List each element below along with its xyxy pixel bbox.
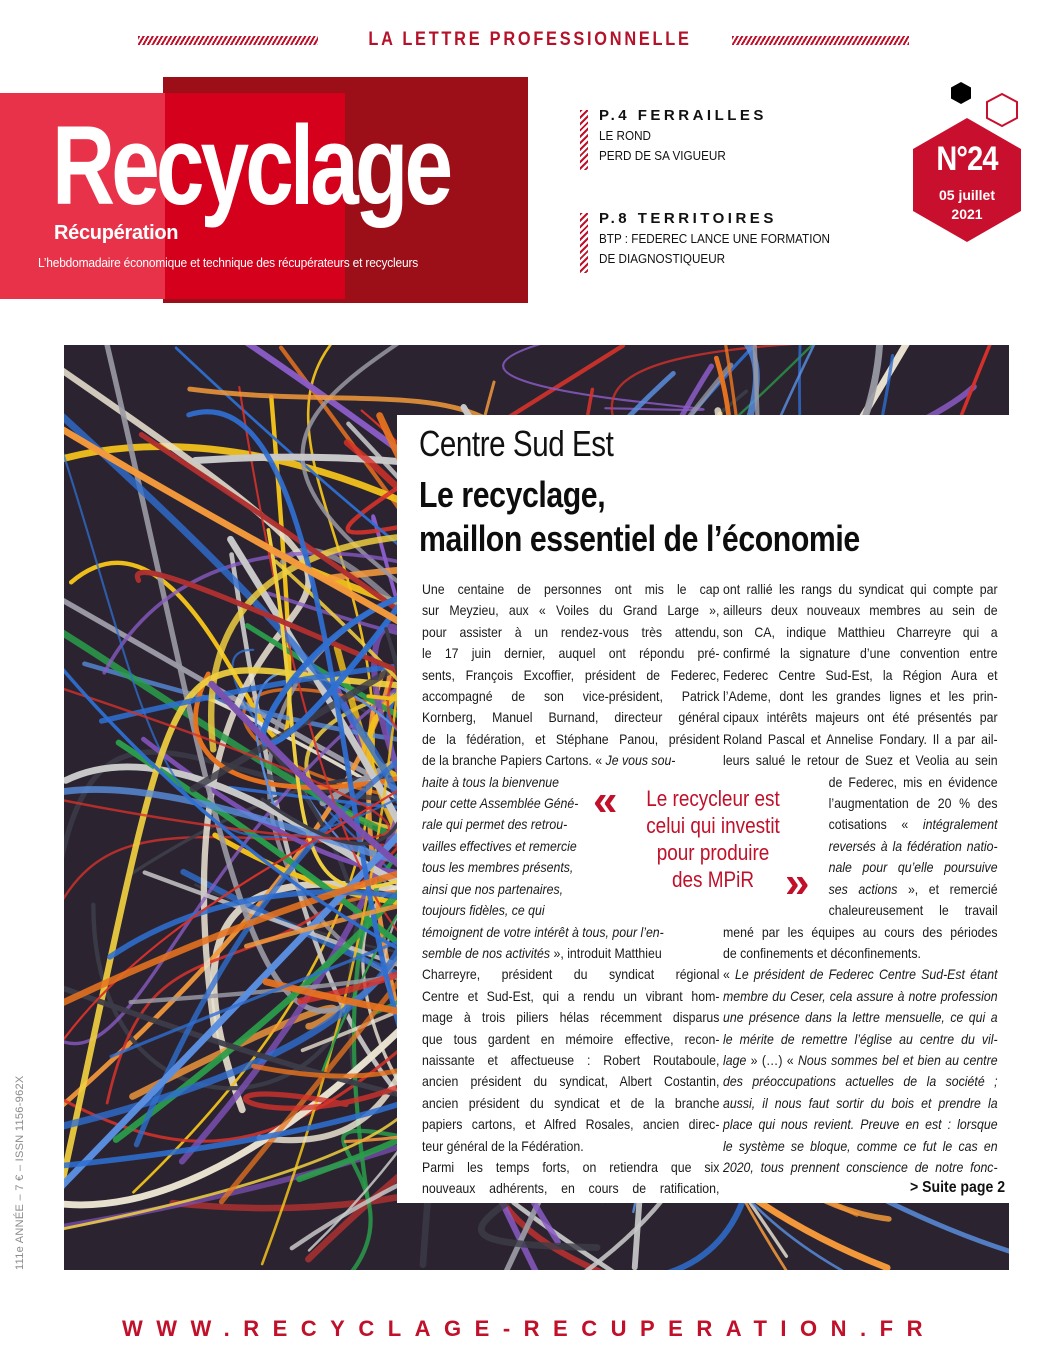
text-run: », introduit Matthieu [550, 944, 662, 961]
quote-close-mark: » [785, 858, 810, 907]
text-line: l’augmentation de 20 % des [828, 795, 998, 812]
text-line: ont rallié les rangs du syndicat qui compte par [723, 581, 998, 597]
text-line: ancien président du syndicat, Albert Costantin, [422, 1073, 720, 1090]
text-line: Roland Pascal et Annelise Fondary. Il a par ail- [723, 730, 998, 747]
text-line [422, 943, 719, 964]
text-line: cipaux intérêts majeurs ont été présentés par [723, 709, 998, 726]
text-line [723, 1050, 998, 1071]
text-line: papiers cartons, et Alfred Rosales, ancien direc- [422, 1116, 720, 1133]
text-line: de confinements et déconfinements. [723, 944, 921, 961]
text-run: « [723, 966, 736, 983]
text-line: de la fédération, et Stéphane Panou, président [422, 730, 720, 747]
text-line: Parmi les temps forts, on retiendra que six [422, 1158, 720, 1175]
teaser-line: LE ROND [599, 128, 652, 143]
text-line [829, 814, 998, 835]
text-line-italic: toujours fidèles, ce qui [422, 902, 545, 919]
quote-open-mark: « [593, 776, 618, 825]
text-line-italic: le système se bloque, comme ce fut le cas en [723, 1137, 998, 1154]
text-run-italic: intégralement [922, 816, 998, 833]
teaser-line: DE DIAGNOSTIQUEUR [599, 251, 726, 266]
text-line-italic: haite à tous la bienvenue [422, 773, 560, 790]
logo-tagline: L’hebdomadaire économique et technique des récupérateurs et recycleurs [38, 255, 419, 270]
text-line: naissante et affectueuse : Robert Routaboule, [422, 1051, 720, 1068]
continued-link[interactable]: > Suite page 2 [909, 1179, 1005, 1196]
text-line-italic: place qui nous revient. Preuve en est : lorsque [723, 1116, 998, 1133]
text-run-italic: semble de nos activités [422, 944, 551, 961]
text-line-italic: ainsi que nos partenaires, [422, 880, 564, 897]
pull-quote-line: Le recycleur est [646, 786, 780, 811]
banner-hatch-left [138, 36, 318, 45]
text-line-italic: reversés à la fédération natio- [828, 837, 998, 854]
text-line: teur général de la Fédération. [422, 1137, 584, 1154]
headline-line: Le recyclage, [419, 474, 606, 515]
teaser-hatch [580, 213, 588, 273]
logo-title: Recyclage [52, 103, 450, 228]
issue-date [913, 186, 1021, 224]
text-run: », et remercié [897, 880, 998, 897]
text-line-italic: le mérite de remettre l’église au centre du vil- [723, 1030, 998, 1047]
text-line: pour assister à un rendez-vous très attendu, [422, 623, 720, 640]
text-line-italic: membre du Ceser, cela assure à notre profession [723, 987, 998, 1004]
text-line: l’Ademe, dont les grandes lignes et les prin- [723, 688, 998, 705]
text-line: Charreyre, président du syndicat régional [422, 966, 720, 983]
pull-quote-line: celui qui investit [646, 813, 780, 838]
text-run-italic: ses actions [828, 880, 898, 897]
text-line-italic: 2020, tous prennent conscience de notre fonc- [723, 1158, 998, 1175]
teaser-heading: P.4 FERRAILLES [599, 107, 767, 124]
text-line: ailleurs deux nouveaux membres au sein de [723, 602, 998, 619]
text-line-italic: nale pour qu’elle poursuive [828, 859, 998, 876]
text-line-italic: des préoccupations actuelles de la société ; [723, 1073, 998, 1090]
text-line: Federec Centre Sud-Est, la Région Aura et [723, 666, 998, 683]
teaser-heading: P.8 TERRITOIRES [599, 210, 777, 227]
text-line: que tous gardent en mémoire effective, recon- [422, 1030, 720, 1047]
lead-article [397, 415, 1009, 1203]
text-line: mené par les équipes au cours des périodes [723, 923, 998, 940]
issue-date-year: 2021 [951, 206, 983, 222]
article-headline [419, 473, 860, 561]
text-line [422, 750, 719, 771]
text-line [723, 964, 998, 985]
text-line: son CA, indique Matthieu Charreyre qui a [723, 623, 998, 640]
pull-quote-line: des MPiR [671, 867, 754, 892]
text-line-italic: vailles effectives et remercie [422, 837, 577, 854]
issn-info: 111e ANNÉE – 7 € – ISSN 1156-962X [14, 1075, 26, 1270]
text-line: sur Meyzieu, aux « Voiles du Grand Large », [422, 602, 720, 619]
text-run-italic: Le président de Federec Centre Sud-Est étant [735, 966, 998, 983]
text-line-italic: une présence dans la lettre mensuelle, ce qui a [723, 1009, 998, 1026]
text-line: de Federec, mis en évidence [828, 773, 998, 790]
text-run: cotisations « [828, 816, 923, 833]
text-line: Centre et Sud-Est, qui a rendu un vibrant hom- [422, 987, 720, 1004]
teaser-hatch [580, 110, 588, 170]
website-url[interactable]: WWW.RECYCLAGE-RECUPERATION.FR [122, 1316, 936, 1341]
text-line: chaleureusement le travail [828, 902, 998, 919]
pull-quote-line: pour produire [656, 840, 770, 865]
issue-number: N°24 [936, 140, 998, 178]
text-line-italic: témoignent de votre intérêt à tous, pour l’en- [422, 923, 664, 940]
hexagon-black-icon [950, 82, 972, 104]
text-line-italic: aussi, il nous faut sortir du bois et prendre la [723, 1094, 998, 1111]
teaser-line: PERD DE SA VIGUEUR [599, 148, 726, 163]
logo-subtitle: Récupération [54, 222, 179, 244]
text-line [829, 879, 998, 900]
text-line: leurs salué le retour de Suez et Veolia au sein [723, 752, 998, 769]
text-line-italic: pour cette Assemblée Géné- [422, 795, 579, 812]
text-run-italic: lage [723, 1051, 747, 1068]
text-run-italic: Nous sommes bel et bien au centre [798, 1051, 998, 1068]
banner-hatch-right [732, 36, 909, 45]
headline-line: maillon essentiel de l’économie [419, 518, 860, 559]
pull-quote [644, 785, 782, 893]
text-line: sents, François Excoffier, président de Federec, [422, 666, 720, 683]
text-line: accompagné de son vice-président, Patrick [422, 688, 720, 705]
teaser-line: BTP : FEDEREC LANCE UNE FORMATION [599, 231, 831, 246]
text-line-italic: tous les membres présents, [422, 859, 574, 876]
article-kicker: Centre Sud Est [419, 423, 614, 464]
text-line: Une centaine de personnes ont mis le cap [422, 581, 720, 597]
text-line-italic: rale qui permet des retrou- [422, 816, 568, 833]
text-run: de la branche Papiers Cartons. « [422, 752, 606, 769]
text-line: nouveaux adhérents, en cours de ratification, [422, 1180, 720, 1197]
text-run: » (…) « [746, 1051, 799, 1068]
text-line: ancien président du syndicat et de la branche [422, 1094, 720, 1111]
text-line: mage à trois piliers hélas récemment disparus [422, 1009, 720, 1026]
text-line: le 17 juin dernier, auquel ont répondu pré- [422, 645, 720, 662]
issue-date-day: 05 juillet [938, 187, 996, 203]
publication-tagline: LA LETTRE PROFESSIONNELLE [368, 29, 692, 50]
text-line: Kornberg, Manuel Burnand, directeur général [422, 709, 720, 726]
text-run-italic: Je vous sou- [605, 752, 676, 769]
text-line: confirmé la signature d’une convention entre [723, 645, 998, 662]
